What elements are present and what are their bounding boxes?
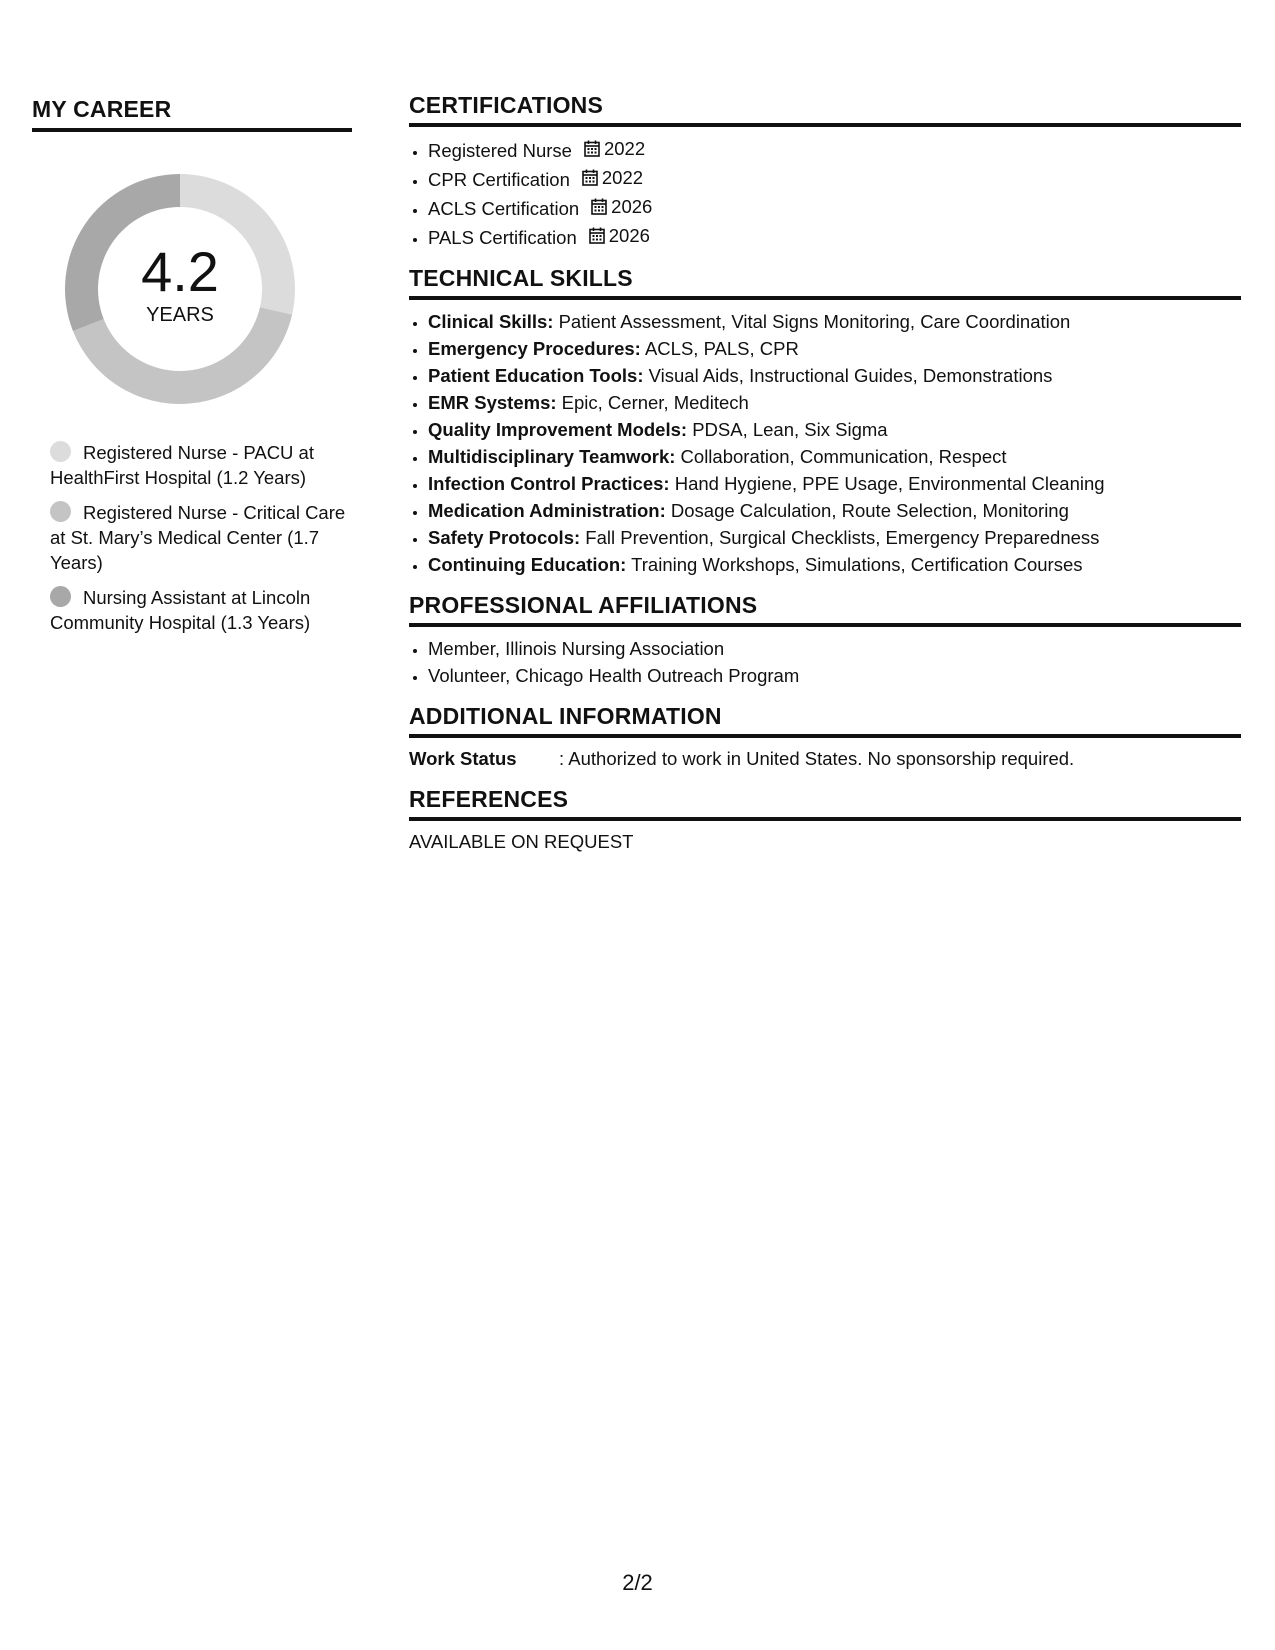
skill-label: Multidisciplinary Teamwork: <box>428 446 676 467</box>
skill-label: Quality Improvement Models: <box>428 419 688 440</box>
skill-item <box>428 470 1241 497</box>
certification-year: 2022 <box>603 138 646 159</box>
career-section <box>32 96 352 645</box>
calendar-icon <box>582 169 598 186</box>
skill-label: Clinical Skills: <box>428 311 554 332</box>
affiliation-item: • Volunteer, Chicago Health Outreach Program <box>428 662 1241 689</box>
career-legend-item <box>50 500 352 575</box>
certification-year: 2026 <box>611 196 653 217</box>
career-title: MY CAREER <box>32 96 352 132</box>
certification-item <box>428 222 1241 251</box>
skill-value: PDSA, Lean, Six Sigma <box>692 419 888 440</box>
references-title: REFERENCES <box>409 786 1241 821</box>
skill-label: Patient Education Tools: <box>428 365 644 386</box>
skill-value: Epic, Cerner, Meditech <box>561 392 749 413</box>
skill-item <box>428 524 1241 551</box>
career-legend <box>50 440 352 635</box>
donut-center <box>65 174 295 404</box>
certification-year: 2022 <box>601 167 644 188</box>
career-total-unit: YEARS <box>146 304 214 326</box>
certification-name: Registered Nurse <box>428 140 572 161</box>
skill-item <box>428 389 1241 416</box>
technical-skills-list <box>409 308 1241 578</box>
skill-value: Dosage Calculation, Route Selection, Monitoring <box>670 500 1069 521</box>
certification-item <box>428 135 1241 164</box>
certifications-section <box>409 92 1241 251</box>
work-status-label: Work Status <box>409 748 517 769</box>
skill-label: Continuing Education: <box>428 554 627 575</box>
legend-label: Registered Nurse - PACU at HealthFirst Hospital (1.2 Years) <box>50 442 314 488</box>
skill-item <box>428 443 1241 470</box>
work-status-value: : Authorized to work in United States. No sponsorship required. <box>559 748 1075 769</box>
affiliations-title: PROFESSIONAL AFFILIATIONS <box>409 592 1241 627</box>
career-donut-chart <box>65 174 295 404</box>
certification-name: PALS Certification <box>428 227 577 248</box>
technical-skills-title: TECHNICAL SKILLS <box>409 265 1241 300</box>
skill-value: Hand Hygiene, PPE Usage, Environmental Cleaning <box>674 473 1105 494</box>
skill-item <box>428 416 1241 443</box>
skill-value: Patient Assessment, Vital Signs Monitoring, Care Coordination <box>558 311 1071 332</box>
main-column <box>409 92 1241 853</box>
calendar-icon <box>591 198 607 215</box>
skill-value: Training Workshops, Simulations, Certification Courses <box>631 554 1083 575</box>
skill-label: EMR Systems: <box>428 392 557 413</box>
certification-item <box>428 164 1241 193</box>
certifications-list <box>409 135 1241 251</box>
technical-skills-section <box>409 265 1241 578</box>
legend-dot <box>50 441 71 462</box>
certifications-title: CERTIFICATIONS <box>409 92 1241 127</box>
skill-value: Collaboration, Communication, Respect <box>680 446 1007 467</box>
legend-dot <box>50 586 71 607</box>
skill-value: Visual Aids, Instructional Guides, Demonstrations <box>648 365 1053 386</box>
skill-label: Medication Administration: <box>428 500 666 521</box>
legend-label: Nursing Assistant at Lincoln Community Hospital (1.3 Years) <box>50 587 311 633</box>
additional-info-section <box>409 703 1241 772</box>
skill-label: Infection Control Practices: <box>428 473 670 494</box>
skill-label: Safety Protocols: <box>428 527 581 548</box>
skill-item <box>428 362 1241 389</box>
references-text: AVAILABLE ON REQUEST <box>409 831 634 852</box>
legend-dot <box>50 501 71 522</box>
certification-item <box>428 193 1241 222</box>
references-section <box>409 786 1241 853</box>
affiliations-section <box>409 592 1241 689</box>
certification-name: ACLS Certification <box>428 198 580 219</box>
skill-item <box>428 308 1241 335</box>
calendar-icon <box>584 140 600 157</box>
certification-name: CPR Certification <box>428 169 570 190</box>
affiliation-item: • Member, Illinois Nursing Association <box>428 635 1241 662</box>
career-legend-item <box>50 585 352 635</box>
career-total-years: 4.2 <box>141 240 219 303</box>
skill-value: ACLS, PALS, CPR <box>644 338 799 359</box>
skill-value: Fall Prevention, Surgical Checklists, Emergency Preparedness <box>585 527 1100 548</box>
additional-info-title: ADDITIONAL INFORMATION <box>409 703 1241 738</box>
page-number: 2/2 <box>622 1570 653 1595</box>
skill-label: Emergency Procedures: <box>428 338 641 359</box>
skill-item <box>428 497 1241 524</box>
career-legend-item <box>50 440 352 490</box>
affiliations-list <box>409 635 1241 689</box>
certification-year: 2026 <box>608 225 650 246</box>
calendar-icon <box>589 227 605 244</box>
skill-item <box>428 335 1241 362</box>
legend-label: Registered Nurse - Critical Care at St. Mary’s Medical Center (1.7 Years) <box>50 502 346 573</box>
work-status-row <box>409 746 1241 772</box>
skill-item <box>428 551 1241 578</box>
